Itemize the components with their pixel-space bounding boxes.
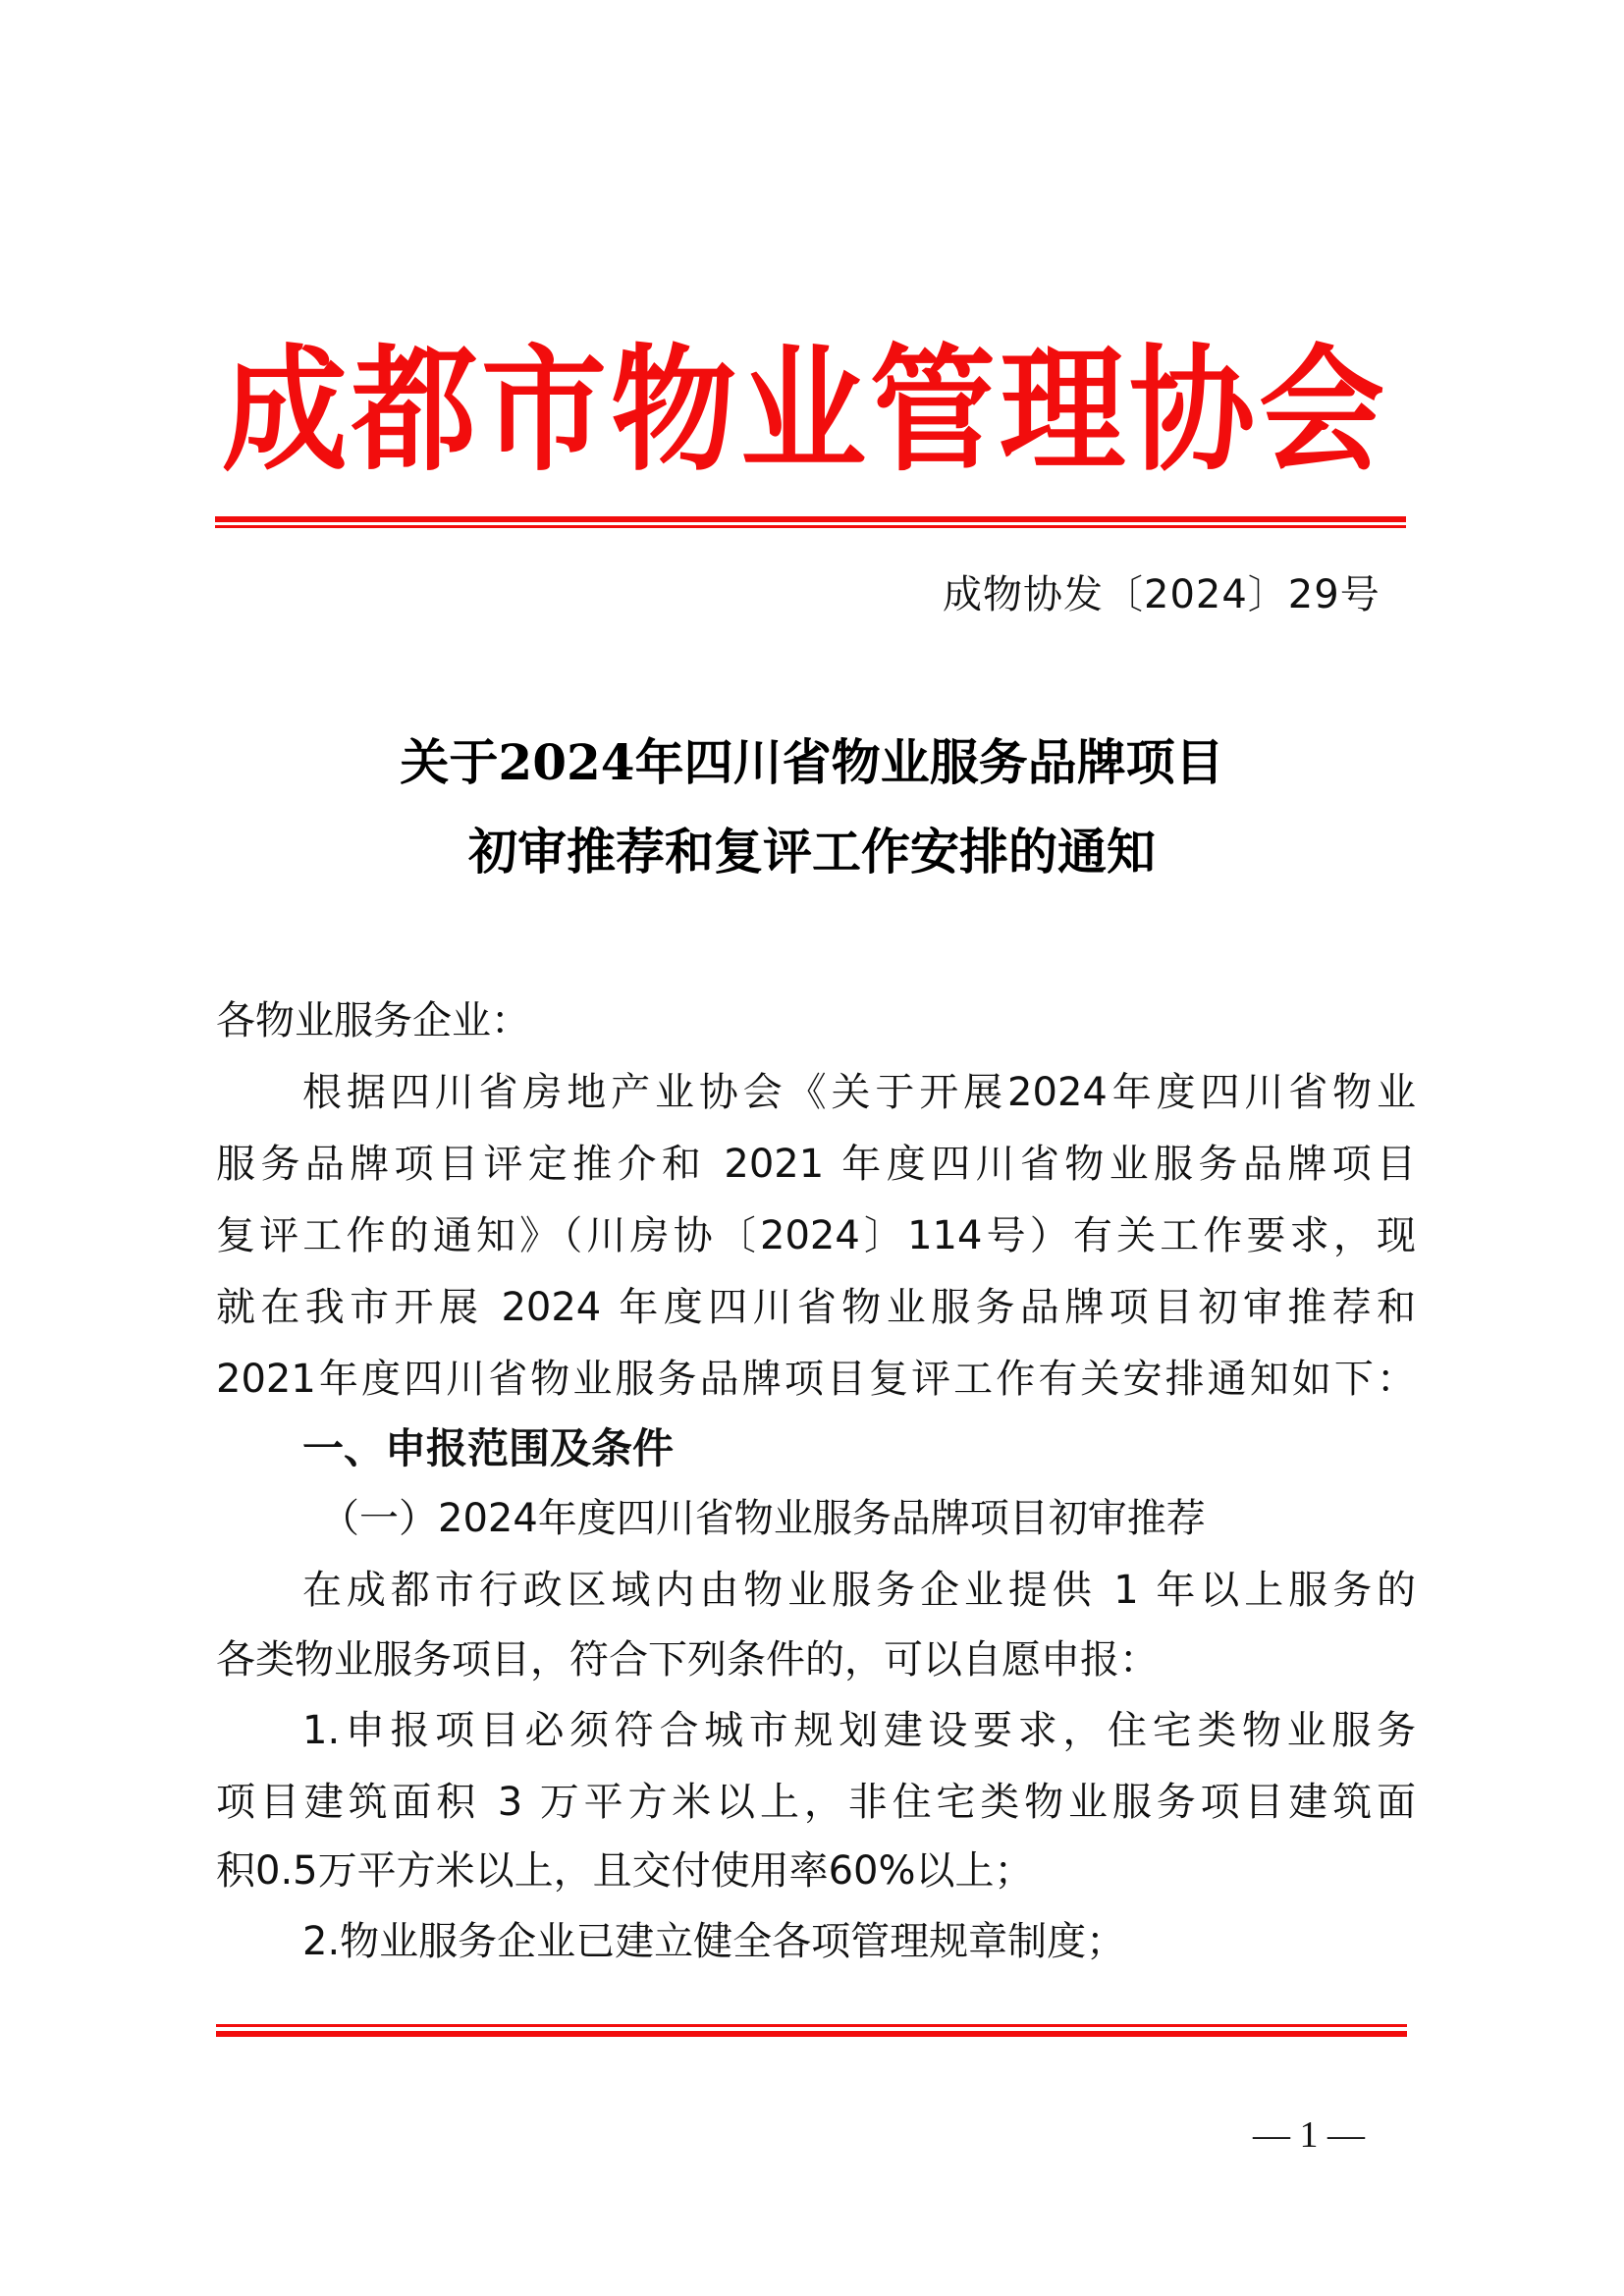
body-paragraph-line: 就在我市开展 2024 年度四川省物业服务品牌项目初审推荐和: [216, 1285, 1416, 1330]
body-paragraph-line: 2021年度四川省物业服务品牌项目复评工作有关安排通知如下：: [216, 1357, 1416, 1402]
footer-rule-thin: [216, 2024, 1407, 2027]
list-item-continuation: 积0.5万平方米以上，且交付使用率60%以上；: [216, 1848, 1034, 1894]
section-heading: 一、申报范围及条件: [302, 1424, 675, 1472]
page-number: — 1 —: [1253, 2114, 1365, 2156]
list-item: 1.申报项目必须符合城市规划建设要求，住宅类物业服务: [302, 1708, 1416, 1753]
body-paragraph-line: 根据四川省房地产业协会《关于开展2024年度四川省物业: [302, 1070, 1416, 1115]
body-paragraph-line: 复评工作的通知》（川房协〔2024〕114号）有关工作要求，现: [216, 1213, 1416, 1258]
header-rule-thin: [215, 525, 1406, 528]
document-number: 成物协发〔2024〕29号: [943, 572, 1380, 617]
body-paragraph-line: 各类物业服务项目，符合下列条件的，可以自愿申报：: [216, 1637, 1159, 1682]
list-item-continuation: 项目建筑面积 3 万平方米以上，非住宅类物业服务项目建筑面: [216, 1780, 1416, 1825]
header-rule-thick: [215, 516, 1406, 522]
list-item: 2.物业服务企业已建立健全各项管理规章制度；: [302, 1919, 1126, 1964]
salutation: 各物业服务企业：: [216, 998, 530, 1043]
document-title-line-2: 初审推荐和复评工作安排的通知: [468, 823, 1156, 881]
footer-rule-thick: [216, 2031, 1407, 2037]
body-paragraph-line: 服务品牌项目评定推介和 2021 年度四川省物业服务品牌项目: [216, 1142, 1416, 1187]
body-paragraph-line: 在成都市行政区域内由物业服务企业提供 1 年以上服务的: [302, 1568, 1416, 1613]
subsection-heading: （一）2024年度四川省物业服务品牌项目初审推荐: [320, 1496, 1206, 1541]
document-title-line-1: 关于2024年四川省物业服务品牌项目: [400, 733, 1224, 791]
masthead-organization-name: 成都市物业管理协会: [222, 331, 1389, 491]
